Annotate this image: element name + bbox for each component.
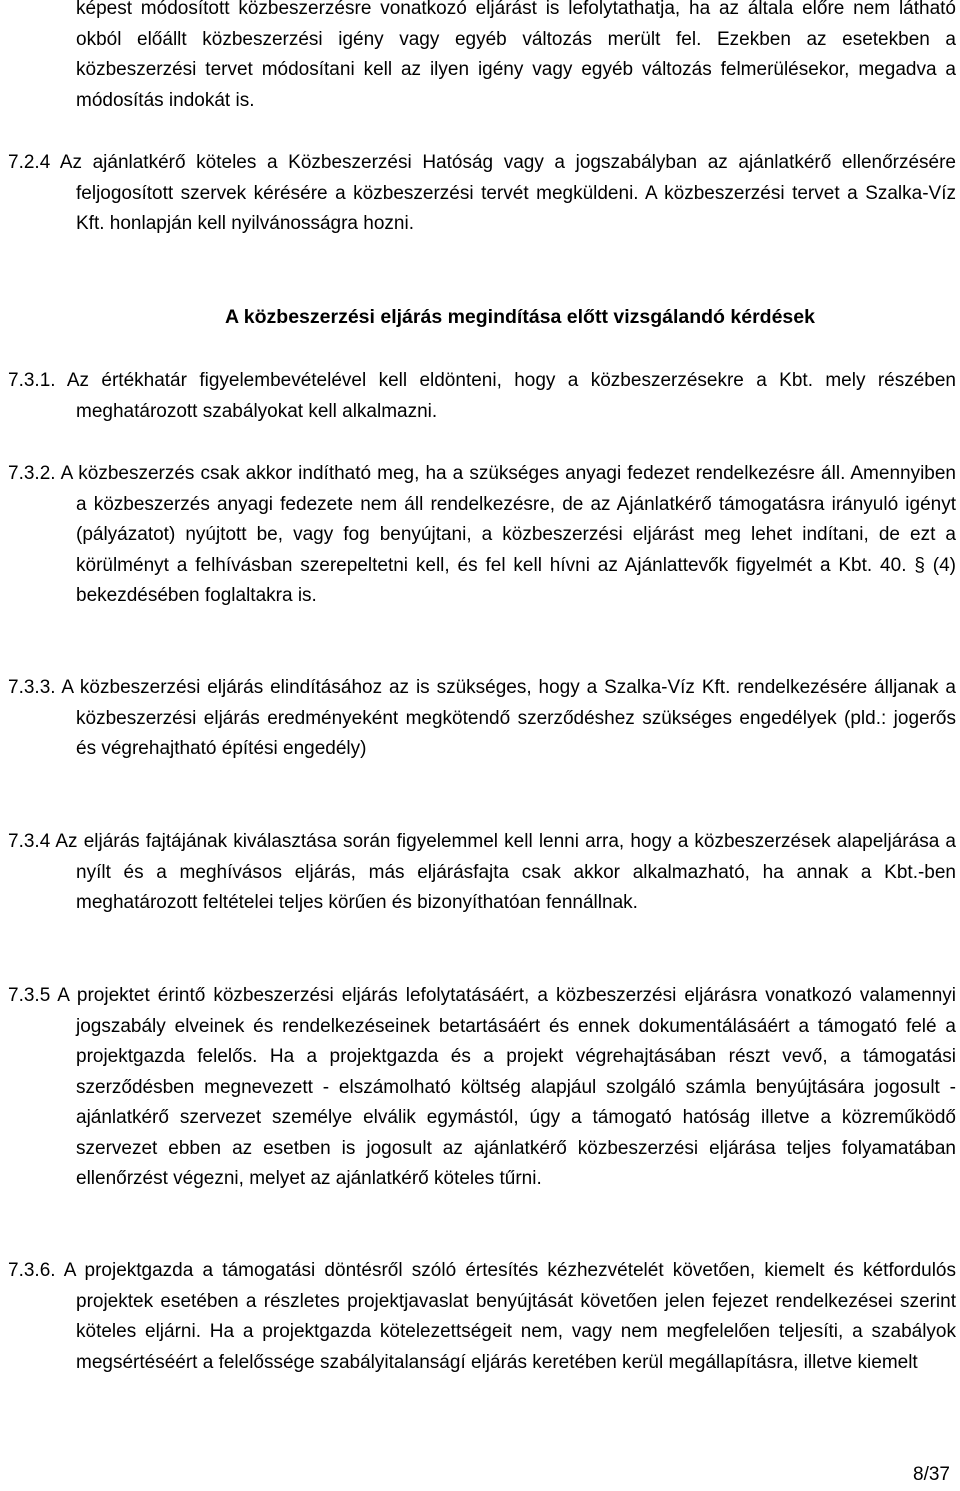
paragraph-7-3-2: 7.3.2. A közbeszerzés csak akkor indítható meg, ha a szükséges anyagi fedezet rendelkezésre áll. Amennyiben a közbeszerzés anyagi fedezete nem áll rendelkezésre, de az Ajánlatkérő támogatásra irányuló igényt (pályázatot) nyújtott be, vagy fog benyújtani, a közbeszerzési eljárást meg lehet indítani, de ezt a körülményt a felhívásban szerepeltetni kell, és fel kell hívni az Ajánlattevők figyelmét a Kbt. 40. § (4) bekezdésében foglaltakra is. — [8, 463, 956, 606]
paragraph-7-3-5: 7.3.5 A projektet érintő közbeszerzési eljárás lefolytatásáért, a közbeszerzési eljárásra vonatkozó valamennyi jogszabály elveinek és rendelkezéseinek betartásáért és ennek dokumentálásáért a támogató felé a projektgazda felelős. Ha a projektgazda és a projekt végrehajtásában részt vevő, a támogatási szerződésben megnevezett - elszámolható költség alapjául szolgáló számla benyújtására jogosult - ajánlatkérő szervezet személye elválik egymástól, úgy a támogató hatóság illetve a közreműködő szervezet ebben az esetben is jogosult az ajánlatkérő közbeszerzési eljárása teljes folyamatában ellenőrzést végezni, melyet az ajánlatkérő köteles tűrni. — [8, 985, 956, 1189]
paragraph-7-2-4: 7.2.4 Az ajánlatkérő köteles a Közbeszerzési Hatóság vagy a jogszabályban az ajánlatkérő ellenőrzésére feljogosított szervek kérésére a közbeszerzési tervét megküldeni. A közbeszerzési tervet a Szalka-Víz Kft. honlapján kell nyilvánosságra hozni. — [8, 152, 956, 234]
paragraph-7-3-4: 7.3.4 Az eljárás fajtájának kiválasztása során figyelemmel kell lenni arra, hogy a közbeszerzések alapeljárása a nyílt és a meghívásos eljárás, más eljárásfajta csak akkor alkalmazható, ha annak a Kbt.-ben meghatározott feltételei teljes körűen és bizonyíthatóan fennállnak. — [8, 831, 956, 913]
paragraph-7-3-3: 7.3.3. A közbeszerzési eljárás elindításához az is szükséges, hogy a Szalka-Víz Kft. rendelkezésére álljanak a közbeszerzési eljárás eredményeként megkötendő szerződéshez szükséges engedélyek (pld.: jogerős és végrehajtható építési engedély) — [8, 677, 956, 759]
section-heading: A közbeszerzési eljárás megindítása előtt vizsgálandó kérdések — [225, 306, 815, 328]
paragraph-7-3-6: 7.3.6. A projektgazda a támogatási döntésről szóló értesítés kézhezvételét követően, kiemelt és kétfordulós projektek esetében a részletes projektjavaslat benyújtását követően jelen fejezet rendelkezései szerint köteles eljárni. Ha a projektgazda kötelezettségeit nem, vagy nem megfelelően teljesíti, a szabályok megsértéséért a felelőssége szabályitalanságí eljárás keretében kerül megállapításra, illetve kiemelt — [8, 1260, 956, 1373]
page-number: 8/37 — [913, 1464, 950, 1485]
paragraph-7-3-1: 7.3.1. Az értékhatár figyelembevételével kell eldönteni, hogy a közbeszerzésekre a Kbt. mely részében meghatározott szabályokat kell alkalmazni. — [8, 370, 956, 422]
paragraph-continuation: képest módosított közbeszerzésre vonatkozó eljárást is lefolytathatja, ha az általa előre nem látható okból előállt közbeszerzési igény vagy egyéb változás merült fel. Ezekben az esetekben a közbeszerzési tervet módosítani kell az ilyen igény vagy egyéb változás felmerülésekor, megadva a módosítás indokát is. — [76, 0, 956, 111]
